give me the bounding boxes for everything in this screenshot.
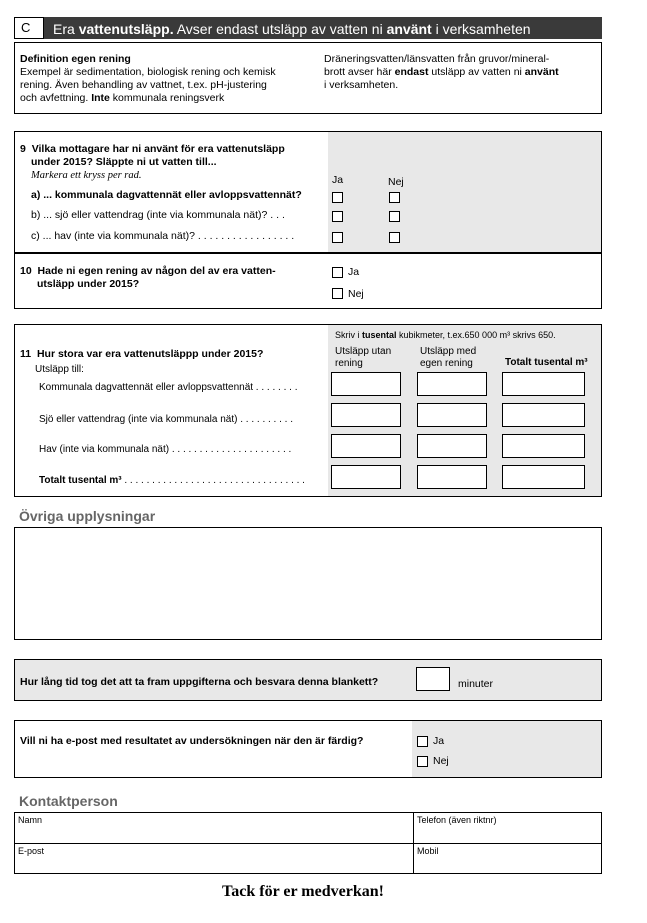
q11-col-header-3: Totalt tusental m³	[505, 357, 588, 368]
contact-title: Kontaktperson	[19, 793, 118, 809]
email-ja-checkbox[interactable]	[417, 736, 428, 747]
question-9-hint: Markera ett kryss per rad.	[31, 170, 142, 181]
email-nej-checkbox[interactable]	[417, 756, 428, 767]
q11-row3-total-input[interactable]	[502, 434, 585, 458]
contact-row-divider	[14, 843, 602, 844]
q9-c-nej-checkbox[interactable]	[389, 232, 400, 243]
q9-a-ja-checkbox[interactable]	[332, 192, 343, 203]
time-minutes-input[interactable]	[416, 667, 450, 691]
q11-sub-label: Utsläpp till:	[35, 364, 84, 375]
mobil-field[interactable]: Mobil	[417, 846, 439, 856]
question-9-text: 9 Vilka mottagare har ni använt för era vattenutsläpp under 2015? Släppte ni ut vatten till...	[20, 143, 285, 168]
definition-left	[20, 53, 315, 105]
definition-right-text: Dräneringsvatten/länsvatten från gruvor/mineral-	[324, 53, 550, 65]
q11-col-header-2: Utsläpp med egen rening	[420, 346, 477, 369]
contact-col-divider	[413, 812, 414, 874]
email-ja-label: Ja	[433, 735, 445, 747]
q11-row2-utan-rening-input[interactable]	[331, 403, 401, 427]
definition-text: och avfettning. Inte kommunala reningsverk	[20, 92, 225, 104]
time-question-label: Hur lång tid tog det att ta fram uppgifterna och besvara denna blankett?	[20, 676, 379, 688]
q10-nej-checkbox[interactable]	[332, 288, 343, 299]
q9-b-nej-checkbox[interactable]	[389, 211, 400, 222]
q11-row2-total-input[interactable]	[502, 403, 585, 427]
thanks-text: Tack för er medverkan!	[222, 883, 384, 900]
telefon-field[interactable]: Telefon (även riktnr)	[417, 815, 497, 825]
q10-ja-checkbox[interactable]	[332, 267, 343, 278]
q11-total-utan-rening-input[interactable]	[331, 465, 401, 489]
q9-row-b: b) ... sjö eller vattendrag (inte via kommunala nät)? . . .	[31, 209, 285, 221]
definition-text: rening. Även behandling av vattnet, t.ex. pH-justering	[20, 79, 267, 91]
q9-nej-header: Nej	[388, 176, 404, 188]
q10-ja-label: Ja	[348, 266, 360, 278]
definition-right	[324, 53, 599, 92]
q9-a-nej-checkbox[interactable]	[389, 192, 400, 203]
definition-right-text: brott avser här endast utsläpp av vatten ni använt	[324, 66, 559, 78]
ovriga-title: Övriga upplysningar	[19, 508, 156, 524]
definition-right-text: i verksamheten.	[324, 79, 399, 91]
q11-row3-utan-rening-input[interactable]	[331, 434, 401, 458]
question-9-answer-area	[328, 132, 601, 252]
q11-row-label: Hav (inte via kommunala nät) . . . . . . . . . . . . . . . . . . . . . .	[39, 444, 292, 455]
ovriga-textarea[interactable]	[14, 527, 602, 640]
q9-ja-header: Ja	[332, 174, 344, 186]
q9-row-c: c) ... hav (inte via kommunala nät)? . . . . . . . . . . . . . . . . .	[31, 230, 295, 242]
q11-row1-med-rening-input[interactable]	[417, 372, 487, 396]
definition-title: Definition egen rening	[20, 53, 131, 65]
time-unit-label: minuter	[458, 678, 494, 690]
email-question-label: Vill ni ha e-post med resultatet av undersökningen när den är färdig?	[20, 735, 364, 747]
email-nej-label: Nej	[433, 755, 449, 767]
q9-row-a: a) ... kommunala dagvattennät eller avloppsvattennät?	[31, 189, 302, 201]
q11-col-header-1: Utsläpp utan rening	[335, 346, 392, 369]
namn-field[interactable]: Namn	[18, 815, 43, 825]
q11-row3-med-rening-input[interactable]	[417, 434, 487, 458]
definition-text: Exempel är sedimentation, biologisk rening och kemisk	[20, 66, 276, 78]
question-10-text: 10 Hade ni egen rening av någon del av era vatten- utsläpp under 2015?	[20, 265, 276, 290]
q11-total-total-input[interactable]	[502, 465, 585, 489]
q10-nej-label: Nej	[348, 288, 364, 300]
email-answer-area	[412, 721, 601, 777]
q11-note: Skriv i tusental kubikmeter, t.ex.650 000 m³ skrivs 650.	[335, 330, 556, 340]
section-letter: C	[14, 17, 44, 39]
question-11-text: 11 Hur stora var era vattenutsläppp under 2015?	[20, 348, 264, 360]
q11-total-med-rening-input[interactable]	[417, 465, 487, 489]
q11-row-label: Kommunala dagvattennät eller avloppsvattennät . . . . . . . .	[39, 382, 298, 393]
section-title: Era vattenutsläpp. Avser endast utsläpp av vatten ni använt i verksamheten	[53, 21, 531, 37]
q9-c-ja-checkbox[interactable]	[332, 232, 343, 243]
q11-row2-med-rening-input[interactable]	[417, 403, 487, 427]
epost-field[interactable]: E-post	[18, 846, 45, 856]
q11-row1-utan-rening-input[interactable]	[331, 372, 401, 396]
q11-total-label: Totalt tusental m³ . . . . . . . . . . . . . . . . . . . . . . . . . . . . . . . . .	[39, 475, 305, 486]
q11-row-label: Sjö eller vattendrag (inte via kommunala nät) . . . . . . . . . .	[39, 414, 293, 425]
q11-row1-total-input[interactable]	[502, 372, 585, 396]
q9-b-ja-checkbox[interactable]	[332, 211, 343, 222]
